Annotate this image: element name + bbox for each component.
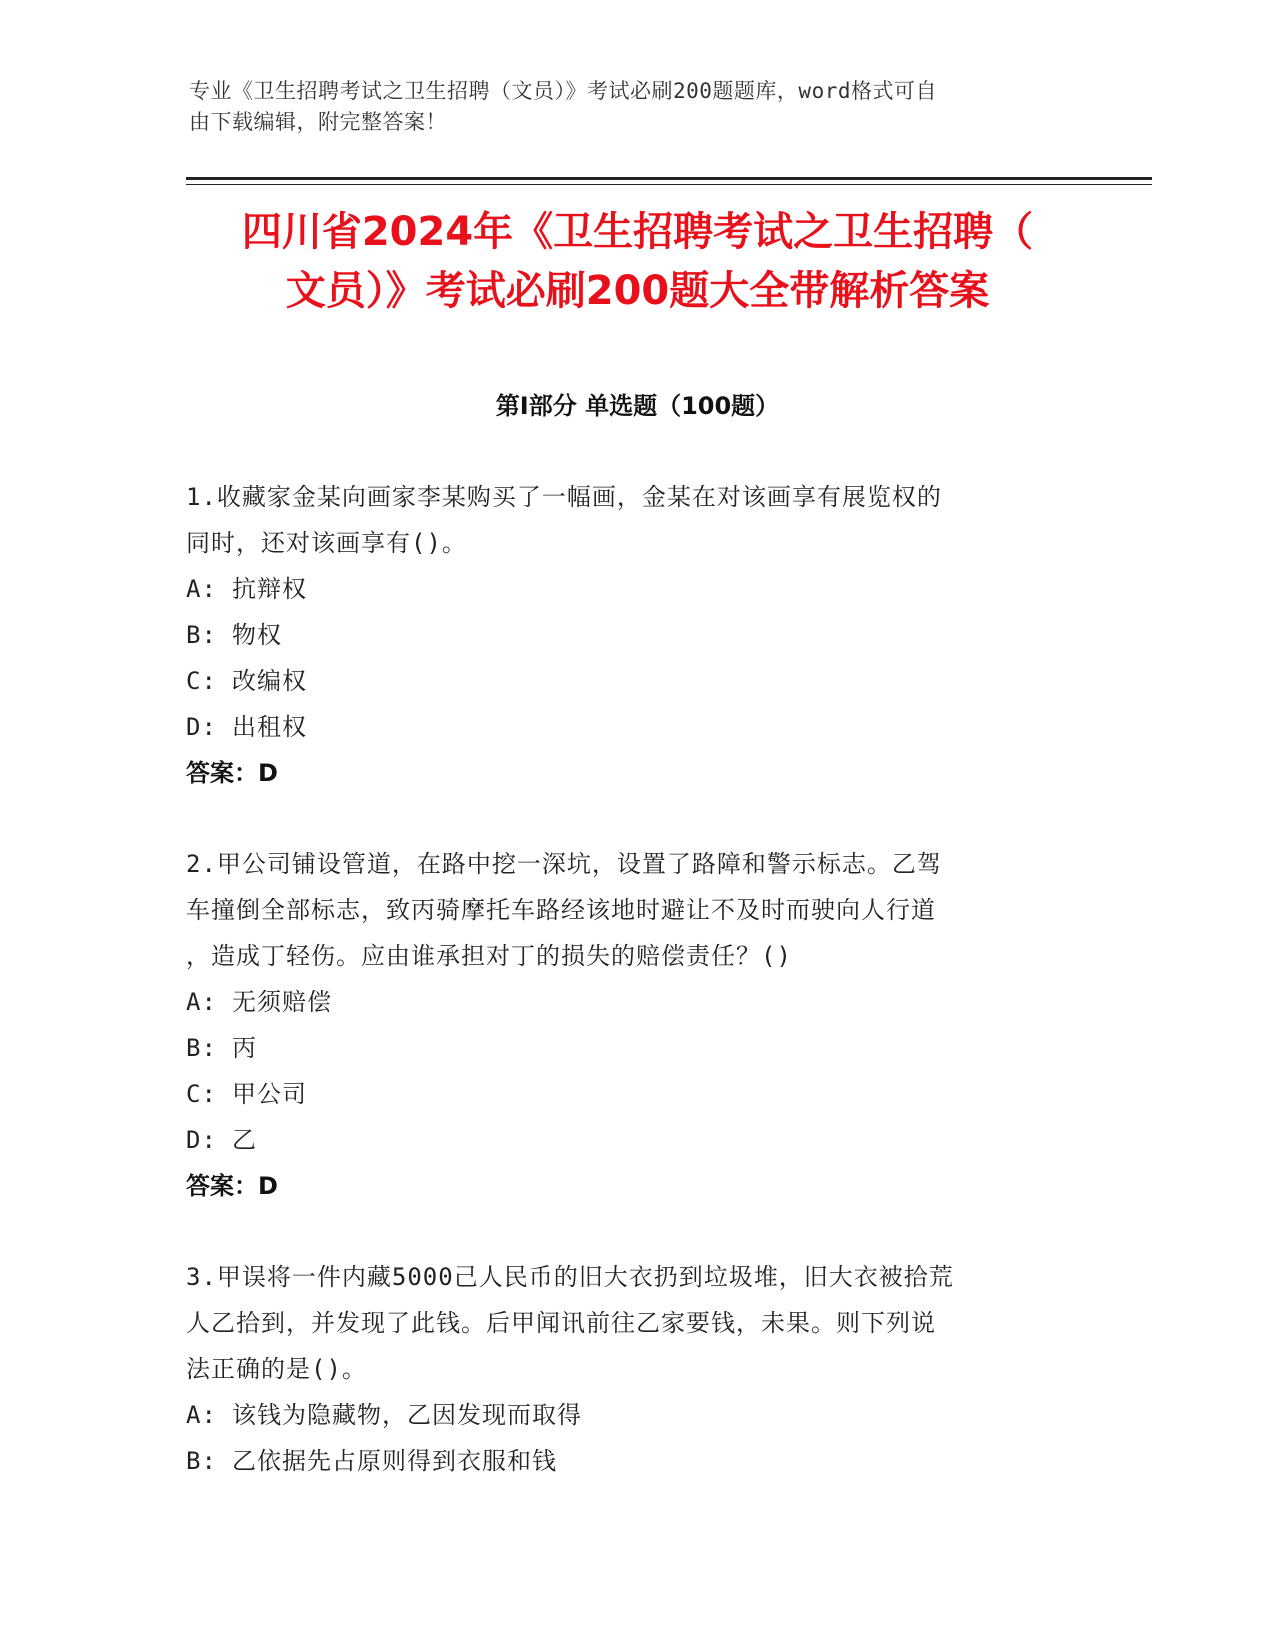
header-divider-thick <box>186 177 1152 180</box>
option-letter: D: <box>186 1126 217 1154</box>
option-letter: A: <box>186 575 217 603</box>
option-text: 乙依据先占原则得到衣服和钱 <box>232 1447 557 1475</box>
question-stem-line: 3.甲误将一件内藏5000己人民币的旧大衣扔到垃圾堆，旧大衣被拾荒 <box>186 1263 954 1291</box>
option-text: 甲公司 <box>232 1080 307 1108</box>
option-letter: B: <box>186 621 217 649</box>
question-stem-line: 人乙拾到，并发现了此钱。后甲闻讯前往乙家要钱，未果。则下列说 <box>186 1309 936 1337</box>
option-letter: B: <box>186 1447 217 1475</box>
option-letter: D: <box>186 713 217 741</box>
option-text: 出租权 <box>232 713 307 741</box>
option-d <box>186 1117 1076 1163</box>
option-c <box>186 658 1076 704</box>
question-stem-line: 车撞倒全部标志，致丙骑摩托车路经该地时避让不及时而驶向人行道 <box>186 896 936 924</box>
question-item <box>186 841 1076 1209</box>
option-letter: B: <box>186 1034 217 1062</box>
question-stem-line: ，造成丁轻伤。应由谁承担对丁的损失的赔偿责任？() <box>186 942 792 970</box>
header-divider-thin <box>186 184 1152 185</box>
option-b <box>186 612 1076 658</box>
header-note-line: 专业《卫生招聘考试之卫生招聘（文员）》考试必刷200题题库，word格式可自 <box>189 79 937 103</box>
section-heading: 第Ⅰ部分 单选题（100题） <box>495 392 780 420</box>
option-a <box>186 566 1076 612</box>
question-stem-line: 1.收藏家金某向画家李某购买了一幅画，金某在对该画享有展览权的 <box>186 483 942 511</box>
document-title-line: 文员）》考试必刷200题大全带解析答案 <box>285 268 990 314</box>
option-text: 无须赔偿 <box>232 988 332 1016</box>
option-letter: A: <box>186 988 217 1016</box>
document-title-line: 四川省2024年《卫生招聘考试之卫生招聘（ <box>241 209 1034 255</box>
header-note-line: 由下载编辑，附完整答案！ <box>189 110 447 134</box>
option-b <box>186 1438 1076 1484</box>
document-title <box>170 203 1105 321</box>
answer-line: 答案：D <box>186 1172 278 1200</box>
answer-line: 答案：D <box>186 759 278 787</box>
option-d <box>186 704 1076 750</box>
option-letter: C: <box>186 1080 217 1108</box>
option-text: 该钱为隐藏物，乙因发现而取得 <box>232 1401 582 1429</box>
header-note <box>189 76 1069 138</box>
option-text: 改编权 <box>232 667 307 695</box>
option-a <box>186 1392 1076 1438</box>
option-a <box>186 979 1076 1025</box>
question-stem-line: 法正确的是()。 <box>186 1355 367 1383</box>
option-b <box>186 1025 1076 1071</box>
option-text: 物权 <box>232 621 282 649</box>
question-stem-line: 同时，还对该画享有()。 <box>186 529 467 557</box>
option-text: 抗辩权 <box>232 575 307 603</box>
question-item <box>186 474 1076 796</box>
option-letter: A: <box>186 1401 217 1429</box>
question-item <box>186 1254 1076 1484</box>
question-stem-line: 2.甲公司铺设管道，在路中挖一深坑，设置了路障和警示标志。乙驾 <box>186 850 942 878</box>
option-text: 丙 <box>232 1034 257 1062</box>
option-text: 乙 <box>232 1126 257 1154</box>
question-list <box>186 474 1076 1529</box>
option-c <box>186 1071 1076 1117</box>
option-letter: C: <box>186 667 217 695</box>
